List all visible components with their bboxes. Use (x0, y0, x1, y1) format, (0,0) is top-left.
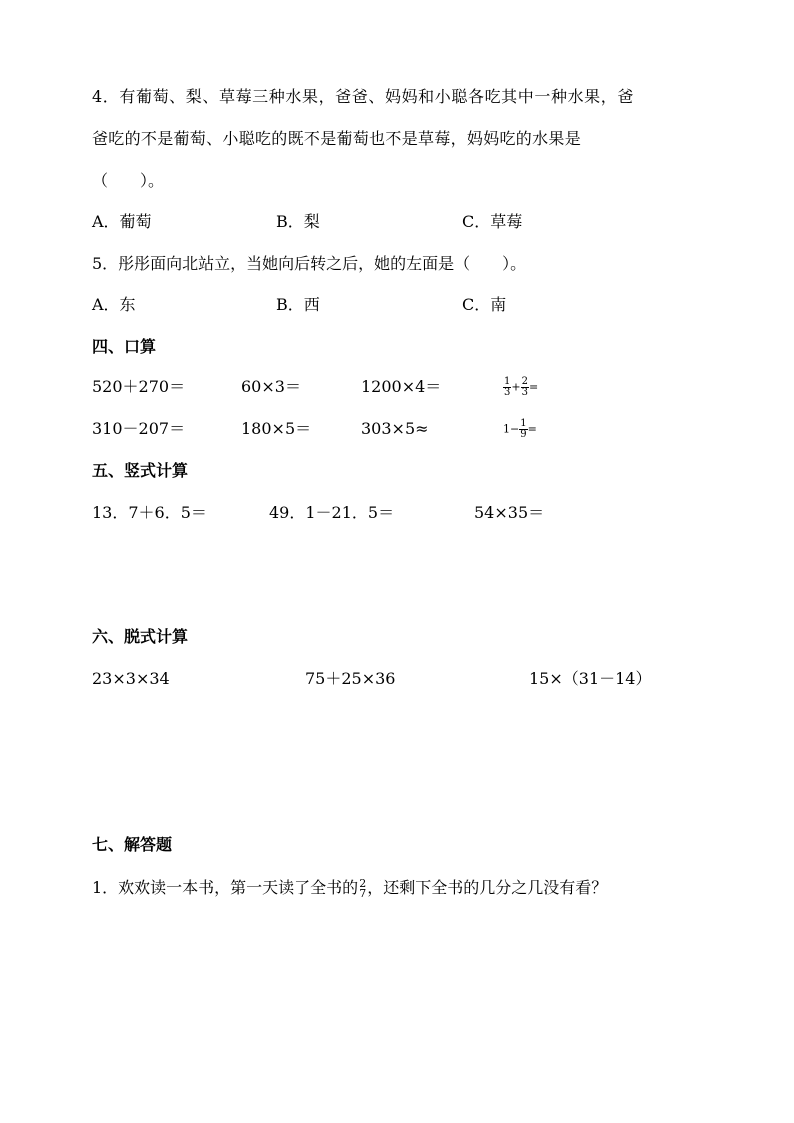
fraction-one-ninth: $\frac{1}{9}$ (520, 418, 527, 440)
oral-calc-3: 1200×4＝ (361, 377, 442, 396)
oral-calc-2: 60×3＝ (241, 377, 301, 396)
q5-option-b: B．西 (276, 295, 320, 314)
fraction-two-sevenths: 2 7 (359, 876, 367, 900)
vertical-calc-2: 49．1－21．5＝ (269, 503, 395, 522)
section-5-title: 五、竖式计算 (92, 461, 189, 480)
oral-calc-6: 303×5≈ (361, 419, 429, 438)
q4-line-1: 4．有葡萄、梨、草莓三种水果，爸爸、妈妈和小聪各吃其中一种水果，爸 (92, 87, 634, 106)
step-calc-2: 75＋25×36 (305, 669, 396, 688)
section-7-title: 七、解答题 (92, 835, 173, 854)
fraction-one-third: $\frac{1}{3}$ (504, 376, 511, 398)
section-4-title: 四、口算 (92, 337, 157, 356)
section-6-title: 六、脱式计算 (92, 627, 189, 646)
q4-line-3: （ ）。 (92, 171, 165, 190)
vertical-calc-1: 13．7＋6．5＝ (92, 503, 207, 522)
q5-option-a: A．东 (92, 295, 136, 314)
step-calc-3: 15×（31－14） (529, 669, 652, 688)
step-calc-1: 23×3×34 (92, 669, 170, 688)
fraction-expression-2: 1− $\frac{1}{9}$ = (503, 418, 537, 440)
q4-option-b: B．梨 (276, 212, 320, 231)
fraction-two-thirds: $\frac{2}{3}$ (521, 376, 528, 398)
word-problem-1: 1．欢欢读一本书，第一天读了全书的 2 7 ，还剩下全书的几分之几没有看？ (92, 876, 608, 900)
oral-calc-5: 180×5＝ (241, 419, 312, 438)
q5-option-c: C．南 (462, 295, 507, 314)
oral-calc-4: 310－207＝ (92, 419, 186, 438)
q4-line-2: 爸吃的不是葡萄、小聪吃的既不是葡萄也不是草莓，妈妈吃的水果是 (92, 129, 582, 148)
q4-option-a: A．葡萄 (92, 212, 152, 231)
q4-option-c: C．草莓 (462, 212, 523, 231)
fraction-expression-1: $\frac{1}{3}$ + $\frac{2}{3}$ = (504, 376, 539, 398)
vertical-calc-3: 54×35＝ (474, 503, 545, 522)
oral-calc-1: 520＋270＝ (92, 377, 186, 396)
q5-line-1: 5．彤彤面向北站立，当她向后转之后，她的左面是（ ）。 (92, 254, 527, 273)
